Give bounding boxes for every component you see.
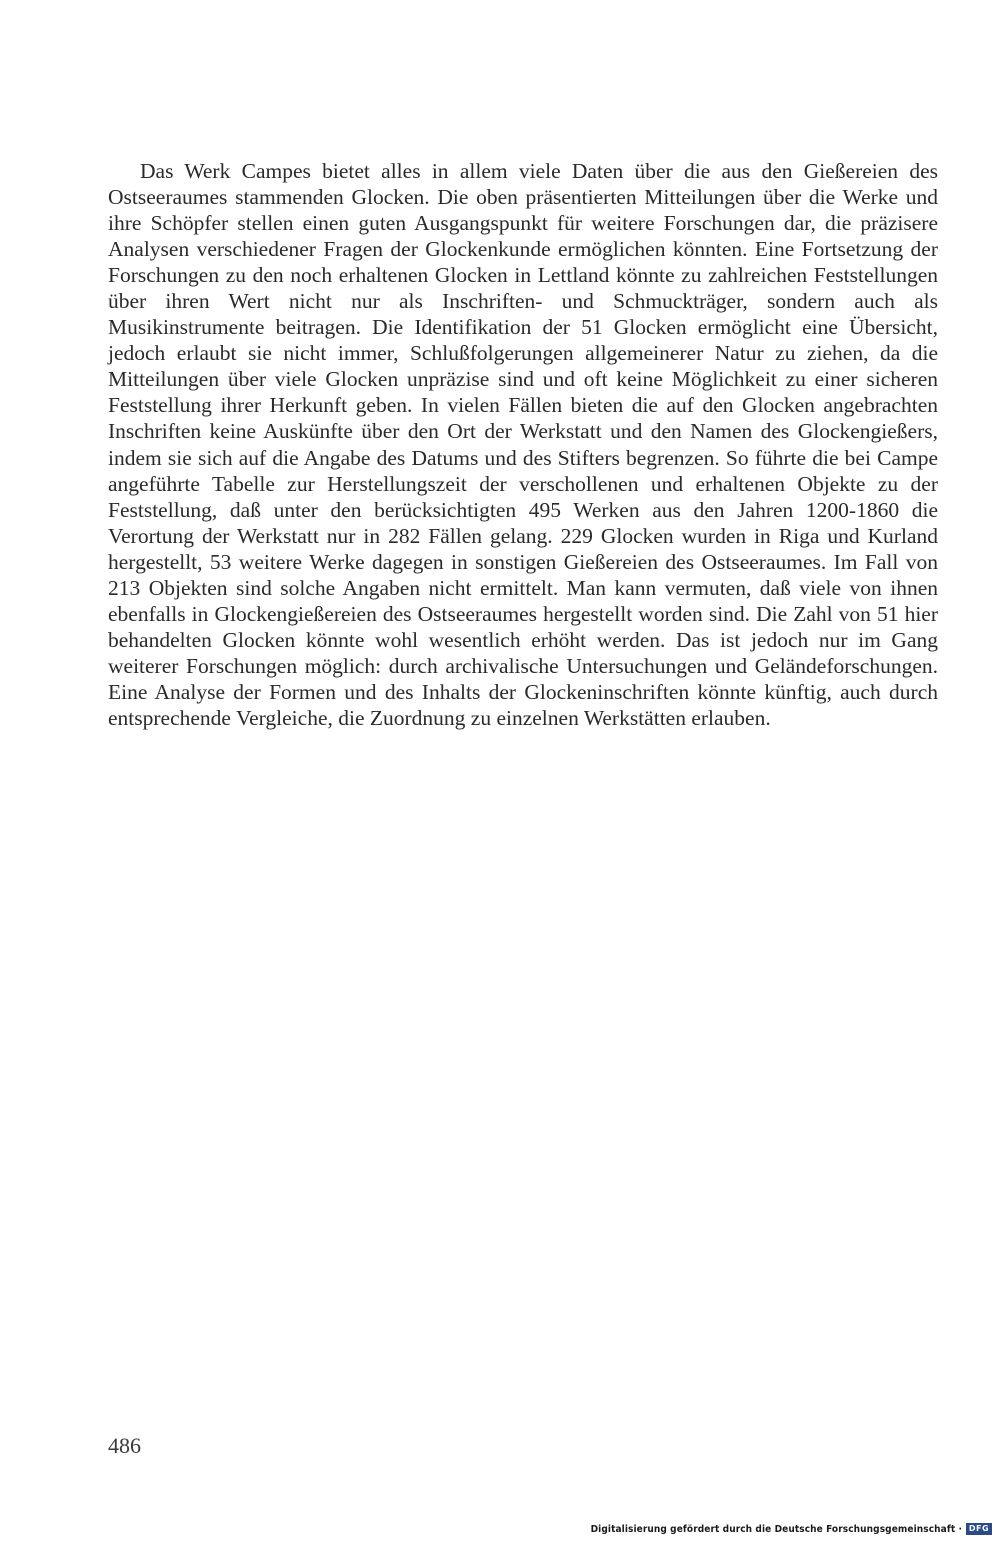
dfg-logo: DFG (966, 1523, 992, 1535)
funding-credit-text: Digitalisierung gefördert durch die Deutsche Forschungsgemeinschaft · (590, 1523, 962, 1535)
page-number: 486 (108, 1433, 141, 1458)
footer-credit (591, 1523, 992, 1535)
body-paragraph: Das Werk Campes bietet alles in allem viele Daten über die aus den Gießereien des Ostseeraumes stammenden Glocken. Die oben präsentierten Mitteilungen über die Werke und ihre Schöpfer stellen einen guten Ausgangspunkt für weitere Forschungen dar, die präzisere Analysen verschiedener Fragen der Glockenkunde ermöglichen könnten. Eine Fortsetzung der Forschungen zu den noch erhaltenen Glocken in Lettland könnte zu zahlreichen Feststellungen über ihren Wert nicht nur als Inschriften- und Schmuckträger, sondern auch als Musikinstrumente beitragen. Die Identifikation der 51 Glocken ermöglicht eine Übersicht, jedoch erlaubt sie nicht immer, Schlußfolgerungen allgemeinerer Natur zu ziehen, da die Mitteilungen über viele Glocken unpräzise sind und oft keine Möglichkeit zu einer sicheren Feststellung ihrer Herkunft geben. In vielen Fällen bieten die auf den Glocken angebrachten Inschriften keine Auskünfte über den Ort der Werkstatt und den Namen des Glockengießers, indem sie sich auf die Angabe des Datums und des Stifters begrenzen. So führte die bei Campe angeführte Tabelle zur Herstellungszeit der verschollenen und erhaltenen Objekte zu der Feststellung, daß unter den berücksichtigten 495 Werken aus den Jahren 1200-1860 die Verortung der Werkstatt nur in 282 Fällen gelang. 229 Glocken wurden in Riga und Kurland hergestellt, 53 weitere Werke dagegen in sonstigen Gießereien des Ostseeraumes. Im Fall von 213 Objekten sind solche Angaben nicht ermittelt. Man kann vermuten, daß viele von ihnen ebenfalls in Glockengießereien des Ostseeraumes hergestellt worden sind. Die Zahl von 51 hier behandelten Glocken könnte wohl wesentlich erhöht werden. Das ist jedoch nur im Gang weiterer Forschungen möglich: durch archivalische Untersuchungen und Geländeforschungen. Eine Analyse der Formen und des Inhalts der Glockeninschriften könnte künftig, auch durch entsprechende Vergleiche, die Zuordnung zu einzelnen Werkstätten erlauben. (108, 159, 938, 730)
